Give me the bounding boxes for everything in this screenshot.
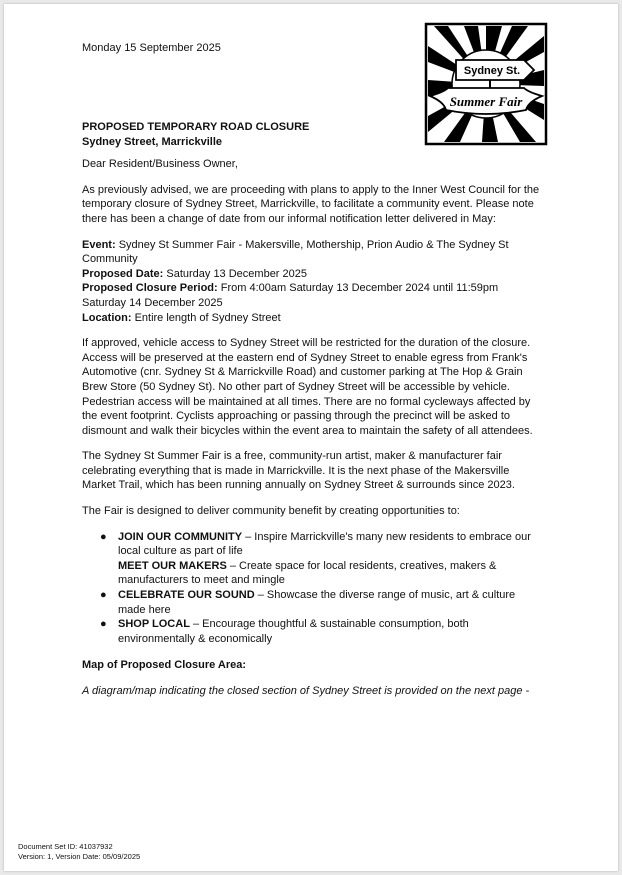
benefit-item: [100, 617, 544, 646]
location-value: Entire length of Sydney Street: [134, 311, 281, 324]
event-value: Sydney St Summer Fair - Makersville, Mothership, Prion Audio & The Sydney St Community: [82, 238, 509, 266]
date-label: Proposed Date:: [82, 267, 164, 280]
bullet-icon: ●: [100, 589, 107, 602]
document-footer: [18, 842, 140, 862]
fair-paragraph: The Sydney St Summer Fair is a free, community-run artist, maker & manufacturer fair celebrating everything that is made in Marrickville. It is the next phase of the Makersville Market Trail, which has been running annually on Sydney Street & surrounds since 2023.: [82, 450, 515, 492]
document-id: Document Set ID: 41037932: [18, 842, 113, 851]
benefit-intro: The Fair is designed to deliver community benefit by creating opportunities to:: [82, 505, 460, 518]
map-note: A diagram/map indicating the closed section of Sydney Street is provided on the next page -: [82, 685, 530, 697]
period-label: Proposed Closure Period:: [82, 282, 218, 295]
map-heading: Map of Proposed Closure Area:: [82, 659, 247, 672]
letter-date: Monday 15 September 2025: [82, 42, 221, 54]
location-label: Location:: [82, 311, 132, 324]
benefit-item: [100, 588, 544, 617]
greeting: Dear Resident/Business Owner,: [82, 158, 238, 171]
benefit-text: – Create space for local residents, creatives, makers & manufacturers to meet and mingle: [118, 559, 497, 587]
benefit-text: – Encourage thoughtful & sustainable consumption, both environmentally & economically: [118, 618, 469, 645]
subject-line-2: Sydney Street, Marrickville: [82, 135, 223, 148]
event-line: [82, 238, 544, 267]
period-line: [82, 281, 544, 310]
letter-page: [4, 4, 618, 871]
bullet-icon: ●: [100, 618, 107, 631]
period-value: From 4:00am Saturday 13 December 2024 until 11:59pm Saturday 14 December 2025: [82, 282, 499, 309]
benefit-text: – Inspire Marrickville's many new residents to embrace our local culture as part of life: [118, 530, 531, 558]
letter-body: [82, 120, 544, 710]
subject-line-1: PROPOSED TEMPORARY ROAD CLOSURE: [82, 121, 310, 133]
benefit-item: [118, 559, 544, 588]
event-label: Event:: [82, 238, 116, 251]
benefit-title: JOIN OUR COMMUNITY: [118, 530, 243, 543]
logo-text-line1: Sydney St.: [463, 65, 521, 77]
access-paragraph: If approved, vehicle access to Sydney Street will be restricted for the duration of the closure. Access will be preserved at the eastern end of Sydney Street to enable egress from Frank's Automotive (cnr. Sydney St & Marrickville Road) and customer parking at The Hop & Grain Brew Store (50 Sydney St). No other part of Sydney Street will be accessible by vehicle. Pedestrian access will be maintained at all times. There are no formal cycleways affected by the event footprint. Cyclists approaching or passing through the precinct will be asked to dismount and walk their bicycles within the event area to maintain the safety of all attendees.: [82, 337, 533, 437]
benefit-list: [82, 530, 544, 647]
benefit-title: CELEBRATE OUR SOUND: [118, 589, 255, 602]
benefit-text: – Showcase the diverse range of music, art & culture made here: [118, 589, 516, 616]
benefit-title: MEET OUR MAKERS: [118, 559, 227, 572]
benefit-item: [100, 530, 544, 559]
date-value: Saturday 13 December 2025: [166, 267, 308, 280]
benefit-title: SHOP LOCAL: [118, 618, 190, 631]
intro-paragraph: As previously advised, we are proceeding with plans to apply to the Inner West Council for the temporary closure of Sydney Street, Marrickville, to facilitate a community event. Please note there has been a change of date from our informal notification letter delivered in May:: [82, 183, 540, 225]
location-line: [82, 311, 544, 326]
event-details: [82, 238, 544, 326]
logo-text-line2: Summer Fair: [449, 94, 523, 109]
subject-heading: [82, 120, 544, 149]
date-line: [82, 267, 544, 282]
bullet-icon: ●: [100, 530, 107, 543]
document-version: Version: 1, Version Date: 05/09/2025: [18, 852, 141, 861]
